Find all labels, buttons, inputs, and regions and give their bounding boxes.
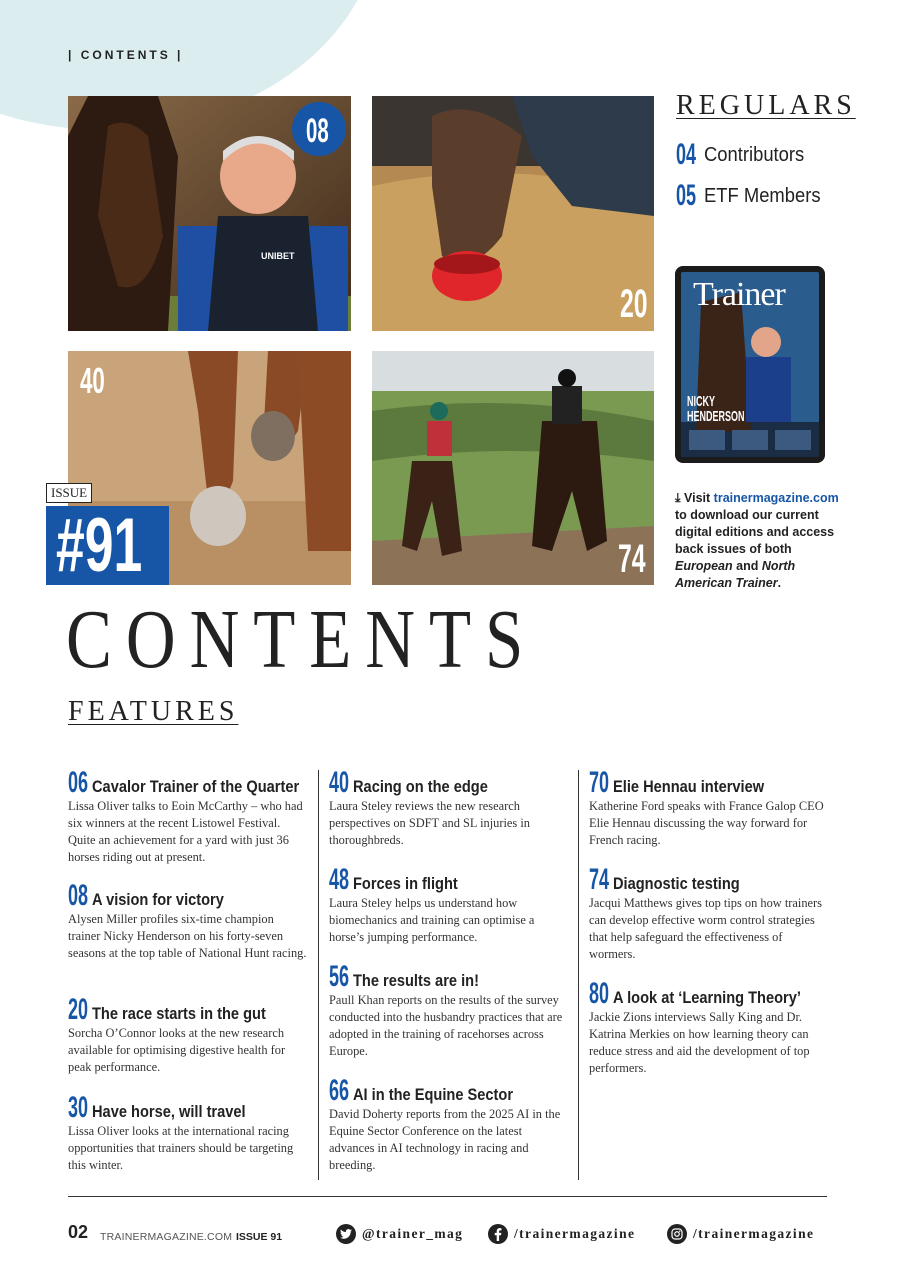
- facebook-handle[interactable]: /trainermagazine: [488, 1224, 635, 1244]
- feature-summary: Lissa Oliver talks to Eoin McCarthy – who had six winners at the recent Listowel Festival. Quite an achievement for a yard with just 36 horses riding out at present.: [68, 799, 303, 864]
- feature-summary: Alysen Miller profiles six-time champion trainer Nicky Henderson on his forty-seven seasons at the top table of National Hunt racing.: [68, 912, 307, 960]
- feature-title: Racing on the edge: [353, 777, 488, 796]
- page-badge-08: 08: [292, 102, 346, 156]
- tablet-cover-image[interactable]: [675, 266, 825, 463]
- feature-item[interactable]: [68, 768, 308, 866]
- page-number-74: 74: [618, 537, 646, 581]
- tablet-masthead: Trainer: [693, 276, 785, 313]
- footer-divider: [68, 1196, 827, 1197]
- contents-title: CONTENTS: [66, 593, 538, 686]
- feature-item[interactable]: [329, 962, 569, 1060]
- regular-label: Contributors: [704, 144, 805, 166]
- feature-item[interactable]: [329, 1076, 569, 1174]
- feature-summary: Lissa Oliver looks at the international racing opportunities that trainers should be targeting this winter.: [68, 1124, 294, 1172]
- feature-page-number: 30: [68, 1091, 89, 1124]
- feature-title: Diagnostic testing: [613, 874, 740, 893]
- feature-item[interactable]: [589, 865, 829, 963]
- regular-label: ETF Members: [704, 185, 822, 207]
- unibet-logo-text: UNIBET: [261, 251, 295, 261]
- page-number-20: 20: [620, 282, 648, 326]
- feature-page-number: 56: [329, 960, 350, 993]
- feature-summary: Sorcha O’Connor looks at the new research available for optimising digestive health for peak performance.: [68, 1026, 286, 1074]
- feature-page-number: 74: [589, 863, 610, 896]
- feature-item[interactable]: [68, 995, 308, 1076]
- feature-page-number: 08: [68, 879, 89, 912]
- issue-label: ISSUE: [46, 483, 92, 503]
- section-tag: | CONTENTS |: [68, 48, 184, 62]
- feature-item[interactable]: [589, 979, 829, 1077]
- feature-title: Cavalor Trainer of the Quarter: [92, 777, 300, 796]
- twitter-handle[interactable]: @trainer_mag: [336, 1224, 463, 1244]
- feature-page-number: 66: [329, 1074, 350, 1107]
- regulars-title: REGULARS: [676, 90, 856, 121]
- feature-summary: Katherine Ford speaks with France Galop CEO Elie Hennau discussing the way forward for French racing.: [589, 799, 824, 847]
- instagram-handle[interactable]: /trainermagazine: [667, 1224, 814, 1244]
- feature-summary: Jacqui Matthews gives top tips on how trainers can develop effective worm control strategies that help safeguard the effectiveness of wormers.: [589, 896, 822, 961]
- feature-title: A vision for victory: [92, 890, 224, 909]
- feature-page-number: 48: [329, 863, 350, 896]
- feature-summary: Laura Steley helps us understand how biomechanics and training can optimise a horse’s jumping performance.: [329, 896, 535, 944]
- feature-summary: Jackie Zions interviews Sally King and Dr. Katrina Merkies on how learning theory can reduce stress and aid the development of top performers.: [589, 1010, 810, 1075]
- visit-website-note: ⤓ Visit trainermagazine.com to download our current digital editions and access back issues of both European and North American Trainer.: [675, 491, 839, 590]
- tablet-cover-name-2: HENDERSON: [687, 408, 745, 425]
- feature-title: Elie Hennau interview: [613, 777, 765, 796]
- feature-item[interactable]: [68, 881, 308, 962]
- feature-title: Forces in flight: [353, 874, 458, 893]
- feature-page-number: 80: [589, 977, 610, 1010]
- tablet-screen: [681, 272, 819, 457]
- feature-summary: David Doherty reports from the 2025 AI in the Equine Sector Conference on the latest advances in AI technology in racing and breeding.: [329, 1107, 561, 1172]
- footer-page-number: 02: [68, 1222, 89, 1242]
- features-title: FEATURES: [68, 696, 239, 727]
- column-divider: [578, 770, 579, 1180]
- regular-page-number: 04: [676, 138, 697, 171]
- feature-page-number: 40: [329, 766, 350, 799]
- footer-website[interactable]: TRAINERMAGAZINE.COM: [100, 1231, 233, 1243]
- feature-item[interactable]: [329, 768, 569, 849]
- page-number-40: 40: [80, 360, 105, 401]
- website-link[interactable]: trainermagazine.com: [713, 491, 839, 505]
- issue-number-box: [46, 503, 169, 588]
- download-icon: ⤓: [675, 491, 681, 505]
- twitter-icon: [336, 1224, 356, 1244]
- feature-summary: Laura Steley reviews the new research perspectives on SDFT and SL injuries in thoroughbreds.: [329, 799, 530, 847]
- feature-summary: Paull Khan reports on the results of the survey conducted into the husbandry practices that are adopted in the training of racehorses across Europe.: [329, 993, 563, 1058]
- feature-page-number: 06: [68, 766, 89, 799]
- feature-item[interactable]: [68, 1093, 308, 1174]
- issue-number: #91: [56, 503, 143, 588]
- feature-page-number: 20: [68, 993, 89, 1026]
- feature-title: The race starts in the gut: [92, 1004, 266, 1023]
- feature-item[interactable]: [329, 865, 569, 946]
- feature-item[interactable]: [589, 768, 829, 849]
- feature-page-number: 70: [589, 766, 610, 799]
- photo-horses-gallop[interactable]: [372, 351, 654, 585]
- regular-page-number: 05: [676, 179, 697, 212]
- instagram-icon: [667, 1224, 687, 1244]
- feature-title: A look at ‘Learning Theory’: [613, 988, 801, 1007]
- tablet-cover-name-1: NICKY: [687, 393, 716, 410]
- feature-title: AI in the Equine Sector: [353, 1085, 514, 1104]
- footer-issue: ISSUE 91: [236, 1231, 283, 1243]
- feature-title: Have horse, will travel: [92, 1102, 246, 1121]
- feature-title: The results are in!: [353, 971, 479, 990]
- regular-item-contributors[interactable]: [676, 140, 813, 170]
- facebook-icon: [488, 1224, 508, 1244]
- photo-horse-eating[interactable]: [372, 96, 654, 331]
- regular-item-etf-members[interactable]: [676, 181, 831, 211]
- column-divider: [318, 770, 319, 1180]
